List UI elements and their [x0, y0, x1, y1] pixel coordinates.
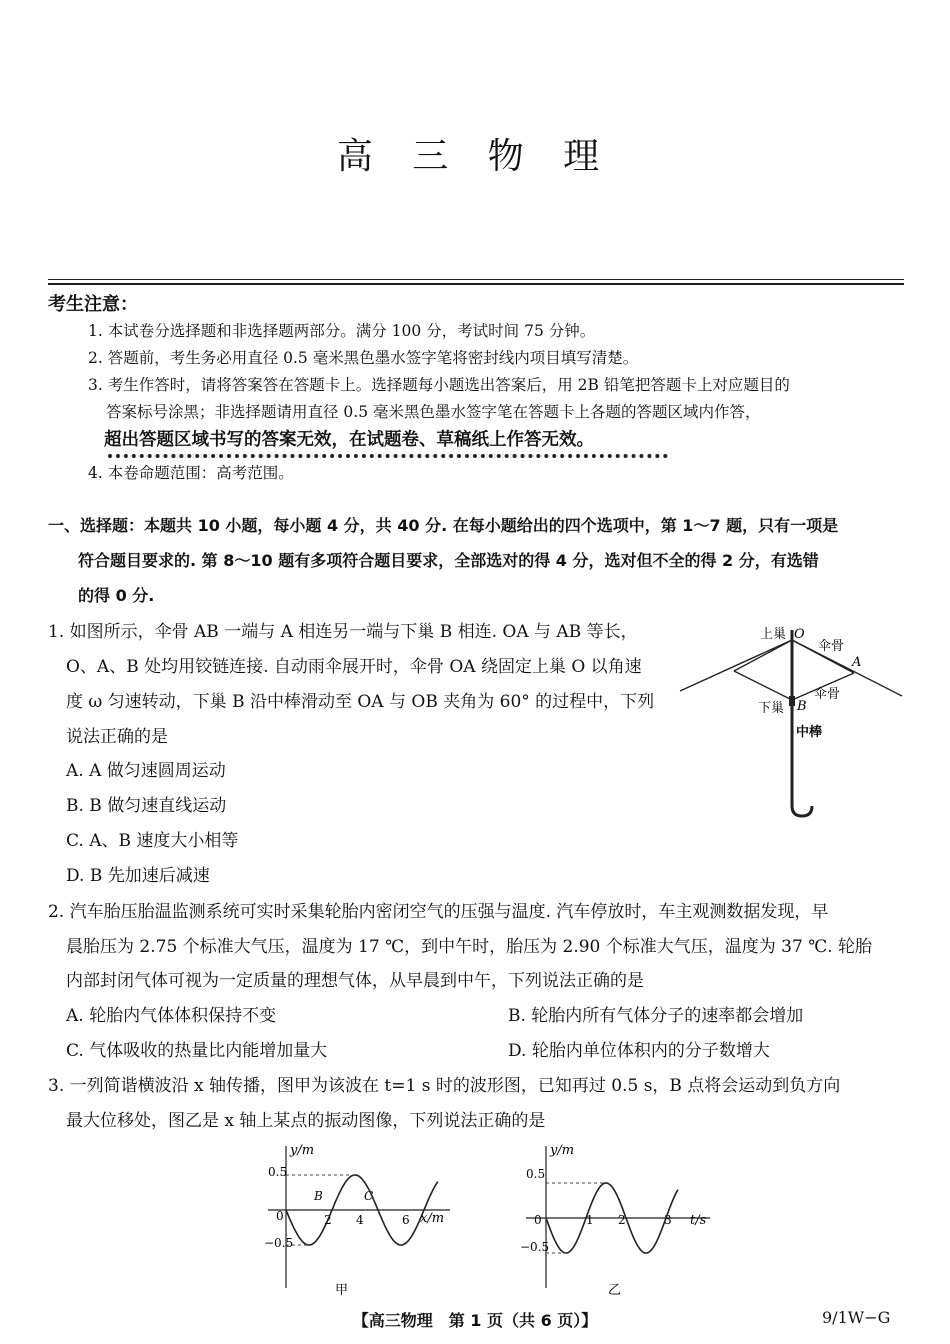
point-a-label: A [852, 655, 862, 670]
option-a: A. A 做匀速圆周运动 [66, 761, 226, 781]
section-heading: 符合题目要求的. 第 8～10 题有多项符合题目要求，全部选对的得 4 分，选对但不全的得 2 分，有选错 [78, 551, 819, 570]
vibration-chart-yi [514, 1138, 718, 1296]
rib-label: 伞骨 [814, 687, 841, 702]
figure-caption: 甲 [335, 1283, 349, 1296]
question-text: 最大位移处，图乙是 x 轴上某点的振动图像，下列说法正确的是 [66, 1111, 546, 1131]
x-tick-label: 0 [276, 1209, 284, 1223]
page-footer: 【高三物理 第 1 页（共 6 页）】 [352, 1311, 598, 1330]
y-axis-label: y/m [550, 1143, 575, 1158]
x-axis-label: t/s [690, 1213, 707, 1228]
question-text: O、A、B 处均用铰链连接. 自动雨伞展开时，伞骨 OA 绕固定上巢 O 以角速 [66, 657, 642, 677]
x-tick-label: 3 [664, 1213, 672, 1227]
x-tick-label: 0 [534, 1213, 542, 1227]
handle [792, 788, 812, 816]
question-text: 2. 汽车胎压胎温监测系统可实时采集轮胎内密闭空气的压强与温度. 汽车停放时，车主观测数据发现，早 [48, 902, 829, 922]
notice-item-emphasis: 超出答题区域书写的答案无效，在试题卷、草稿纸上作答无效。 [104, 430, 594, 450]
lower-runner [789, 696, 795, 706]
question-text: 晨胎压为 2.75 个标准大气压，温度为 17 ℃，到中午时，胎压为 2.90 个标准大气压，温度为 37 ℃. 轮胎 [66, 937, 873, 957]
option-d: D. 轮胎内单位体积内的分子数增大 [508, 1041, 770, 1061]
x-tick-label: 2 [618, 1213, 626, 1227]
question-text: 度 ω 匀速转动，下巢 B 沿中棒滑动至 OA 与 OB 夹角为 60° 的过程中，下列 [66, 692, 655, 712]
notice-heading: 考生注意： [48, 294, 138, 315]
point-o-label: O [794, 627, 805, 642]
section-heading: 一、选择题：本题共 10 小题，每小题 4 分，共 40 分. 在每小题给出的四个选项中，第 1～7 题，只有一项是 [48, 516, 839, 535]
rib-ab-left [734, 671, 792, 700]
rib-label: 伞骨 [818, 639, 845, 654]
option-b: B. 轮胎内所有气体分子的速率都会增加 [508, 1006, 804, 1026]
notice-item: 1. 本试卷分选择题和非选择题两部分。满分 100 分，考试时间 75 分钟。 [88, 322, 596, 340]
y-tick-label: −0.5 [264, 1236, 294, 1250]
figure-caption: 乙 [608, 1283, 622, 1296]
upper-runner-label: 上巢 [760, 627, 787, 642]
y-tick-label: 0.5 [268, 1165, 288, 1179]
wave-chart-jia [258, 1138, 454, 1296]
x-axis-label: x/m [420, 1211, 445, 1226]
x-tick-label: 6 [402, 1213, 410, 1227]
umbrella-figure [672, 616, 908, 822]
notice-item: 3. 考生作答时，请将答案答在答题卡上。选择题每小题选出答案后，用 2B 铅笔把答题卡上对应题目的 [88, 376, 790, 394]
notice-item: 答案标号涂黑；非选择题请用直径 0.5 毫米黑色墨水签字笔在答题卡上各题的答题区域内作答， [106, 403, 761, 421]
option-c: C. 气体吸收的热量比内能增加量大 [66, 1041, 328, 1061]
emphasis-dots [108, 448, 668, 458]
y-tick-label: −0.5 [520, 1240, 550, 1254]
question-text: 说法正确的是 [66, 727, 168, 747]
notice-item: 4. 本卷命题范围：高考范围。 [88, 464, 294, 482]
option-c: C. A、B 速度大小相等 [66, 831, 239, 851]
page-code: 9/1W−G [822, 1308, 891, 1327]
question-text: 3. 一列简谐横波沿 x 轴传播，图甲为该波在 t=1 s 时的波形图，已知再过 0.5 s，B 点将会运动到负方向 [48, 1076, 841, 1096]
point-b-label: B [797, 699, 807, 714]
y-axis-label: y/m [290, 1143, 315, 1158]
option-d: D. B 先加速后减速 [66, 866, 210, 886]
canopy-left [680, 640, 792, 691]
page-title: 高 三 物 理 [336, 136, 614, 177]
x-tick-label: 1 [586, 1213, 594, 1227]
notice-item: 2. 答题前，考生务必用直径 0.5 毫米黑色墨水签字笔将密封线内项目填写清楚。 [88, 349, 639, 367]
option-a: A. 轮胎内气体体积保持不变 [66, 1006, 277, 1026]
rib-oa-left [734, 640, 792, 671]
y-tick-label: 0.5 [526, 1167, 546, 1181]
question-text: 内部封闭气体可视为一定质量的理想气体，从早晨到中午，下列说法正确的是 [66, 971, 644, 991]
point-c-label: C [364, 1189, 374, 1203]
x-tick-label: 2 [324, 1213, 332, 1227]
lower-runner-label: 下巢 [758, 701, 785, 716]
point-b-label: B [314, 1189, 323, 1203]
section-heading: 的得 0 分. [78, 586, 155, 605]
divider [48, 283, 904, 285]
option-b: B. B 做匀速直线运动 [66, 796, 227, 816]
divider [48, 279, 904, 280]
question-text: 1. 如图所示，伞骨 AB 一端与 A 相连另一端与下巢 B 相连. OA 与 AB 等长， [48, 622, 638, 642]
shaft-label: 中棒 [796, 725, 823, 740]
x-tick-label: 4 [356, 1213, 364, 1227]
